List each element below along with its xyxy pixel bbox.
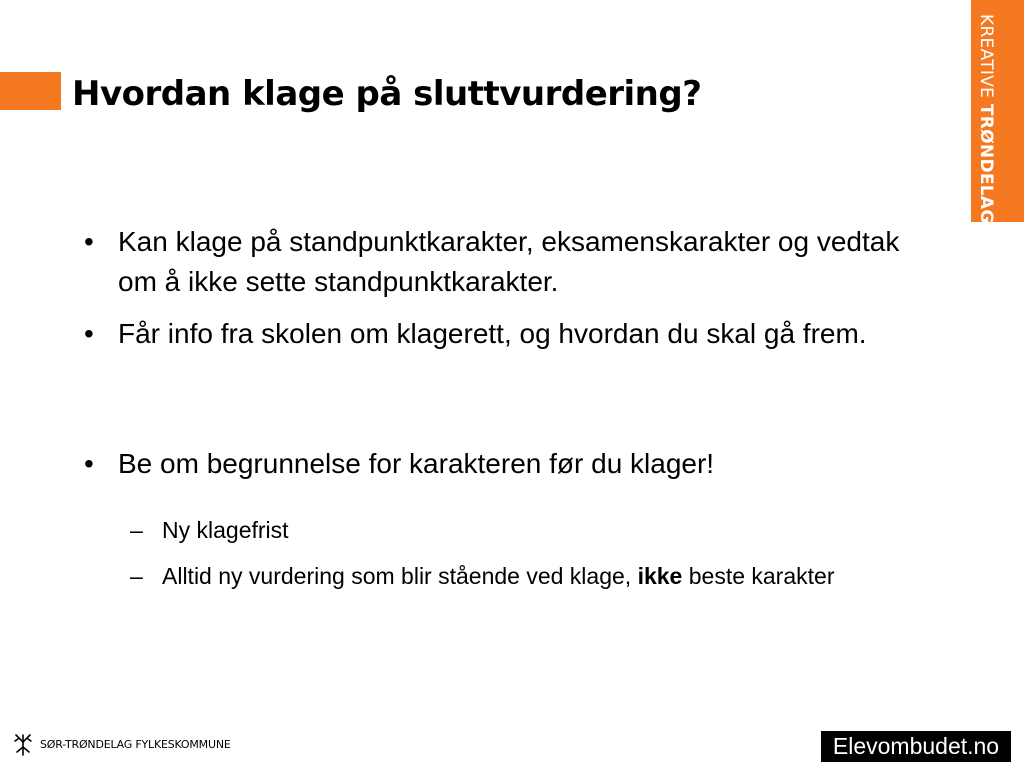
sub-bullet-text-post: beste karakter xyxy=(682,563,835,589)
brand-logo-text xyxy=(975,14,997,224)
bullet-item xyxy=(80,314,938,354)
footer-logo-text: SØR-TRØNDELAG FYLKESKOMMUNE xyxy=(40,737,231,751)
site-badge: Elevombudet.no xyxy=(821,731,1011,762)
footer-logo xyxy=(12,731,231,757)
bullet-item xyxy=(80,444,938,484)
sub-bullet-symbol: – xyxy=(130,563,143,589)
bullet-text: Får info fra skolen om klagerett, og hvordan du skal gå frem. xyxy=(118,318,867,349)
bullet-symbol: • xyxy=(84,448,94,479)
sub-bullet-symbol: – xyxy=(130,517,143,543)
bullet-text: Kan klage på standpunktkarakter, eksamenskarakter og vedtak om å ikke sette standpunktkarakter. xyxy=(118,226,900,297)
brand-tab xyxy=(971,0,1024,222)
slide-title: Hvordan klage på sluttvurdering? xyxy=(72,74,702,114)
sub-bullet-text-bold: ikke xyxy=(637,563,683,589)
sub-bullet-text-pre: Alltid ny vurdering som blir stående ved klage, xyxy=(162,563,638,589)
bullet-symbol: • xyxy=(84,226,94,257)
brand-text-bold: TRØNDELAG xyxy=(976,103,996,224)
bullet-text: Be om begrunnelse for karakteren før du klager! xyxy=(118,448,715,479)
brand-text-light: KREATIVE xyxy=(976,14,996,104)
sub-bullet-item xyxy=(80,513,902,547)
sub-bullet-item xyxy=(80,559,902,593)
sub-bullet-text: Ny klagefrist xyxy=(162,517,289,543)
title-accent-bar xyxy=(0,72,61,110)
bullet-item xyxy=(80,222,938,302)
county-emblem-icon xyxy=(12,731,34,757)
bullet-symbol: • xyxy=(84,318,94,349)
